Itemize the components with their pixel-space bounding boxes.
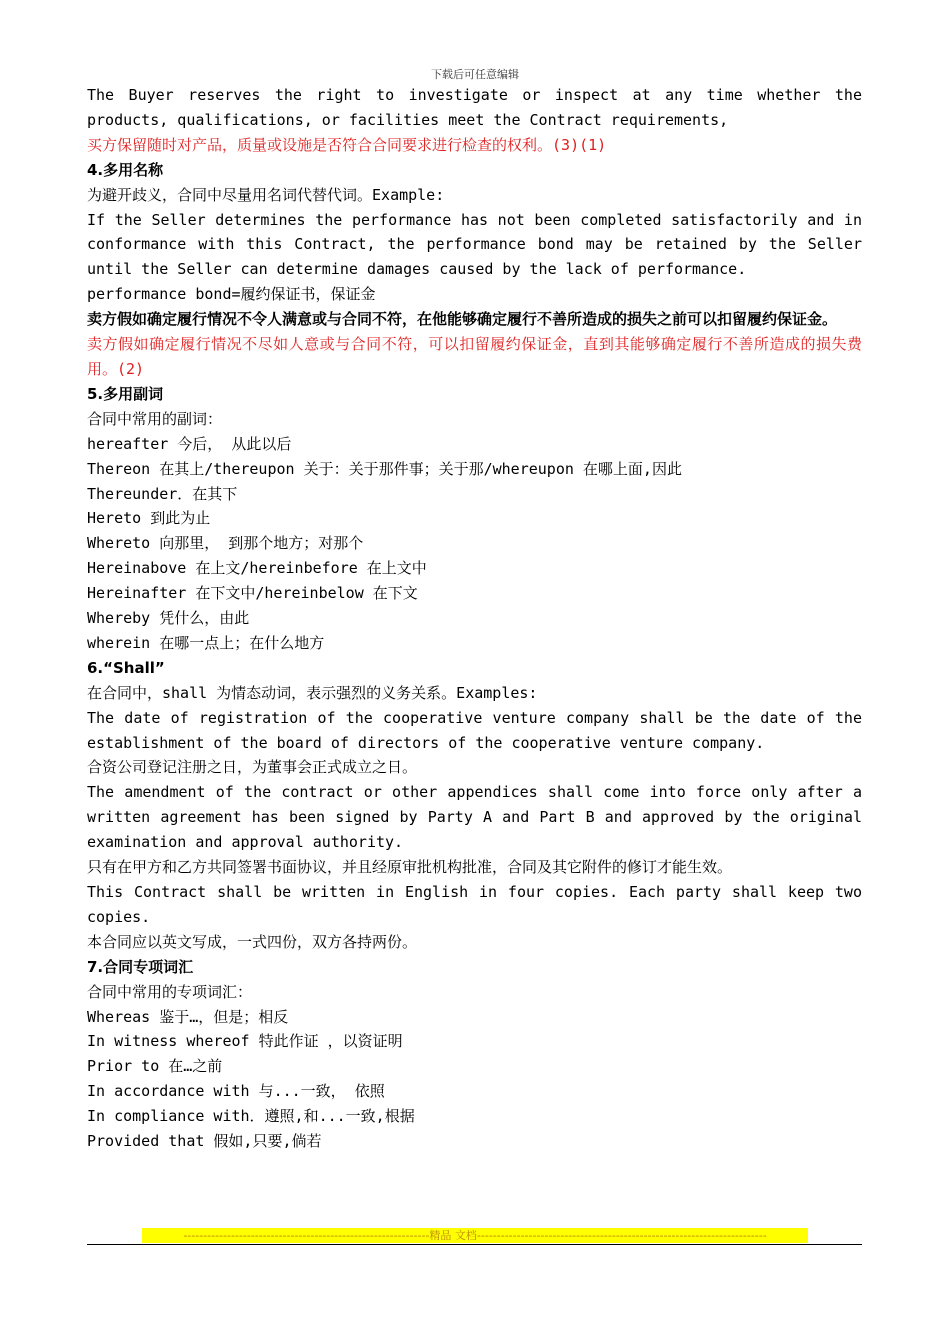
paragraph-en: The Buyer reserves the right to investigate or inspect at any time whether the products, qualifications, or facilities meet the Contract requirements, [87, 86, 872, 129]
example-en: The amendment of the contract or other appendices shall come into force only after a written agreement has been signed by Party A and Part B and approved by the original examination and approval authority. [87, 783, 872, 852]
adverb-item: Whereto 向那里， 到那个地方；对那个 [87, 534, 364, 553]
page-header: 下载后可任意编辑 [431, 68, 519, 81]
section-heading-7: 7.合同专项词汇 [87, 957, 194, 976]
adverb-item: Hereinabove 在上文/hereinbefore 在上文中 [87, 559, 427, 578]
adverb-item: Thereon 在其上/thereupon 关于：关于那件事；关于那/whereupon 在哪上面,因此 [87, 459, 682, 478]
term-item: In compliance with．遵照,和...一致,根据 [87, 1107, 415, 1126]
example-zh: 本合同应以英文写成，一式四份，双方各持两份。 [87, 932, 418, 951]
footer-highlight-bar: --------------------------------------------------------------精品 文档------------------------------------------------------------------------- [142, 1228, 808, 1243]
example-zh-bold: 卖方假如确定履行情况不令人满意或与合同不符，在他能够确定履行不善所造成的损失之前可以扣留履约保证金。 [87, 310, 838, 329]
paragraph-zh-translation: 买方保留随时对产品，质量或设施是否符合合同要求进行检查的权利。(3)(1) [87, 135, 607, 154]
term-item: Prior to 在…之前 [87, 1057, 223, 1076]
example-en: This Contract shall be written in English in four copies. Each party shall keep two copies. [87, 883, 872, 926]
section-intro: 为避开歧义，合同中尽量用名词代替代词。Example: [87, 185, 445, 204]
adverb-item: Whereby 凭什么，由此 [87, 609, 250, 628]
section-intro: 合同中常用的副词： [87, 409, 223, 428]
document-body [87, 83, 872, 1154]
adverb-item: wherein 在哪一点上；在什么地方 [87, 633, 325, 652]
term-item: In witness whereof 特此作证 ，以资证明 [87, 1032, 403, 1051]
example-en: The date of registration of the cooperative venture company shall be the date of the establishment of the board of directors of the cooperative venture company. [87, 708, 872, 752]
term-definition: performance bond=履约保证书，保证金 [87, 285, 376, 304]
term-item: In accordance with 与...一致， 依照 [87, 1082, 385, 1101]
section-intro: 在合同中，shall 为情态动词，表示强烈的义务关系。Examples: [87, 683, 538, 702]
section-heading-6: 6.“Shall” [87, 658, 165, 677]
section-heading-5: 5.多用副词 [87, 384, 164, 403]
term-item: Whereas 鉴于…，但是；相反 [87, 1007, 289, 1026]
adverb-item: Thereunder．在其下 [87, 484, 238, 503]
footer-divider [87, 1244, 862, 1245]
adverb-item: Hereinafter 在下文中/hereinbelow 在下文 [87, 584, 418, 603]
section-heading-4: 4.多用名称 [87, 160, 164, 179]
adverb-item: hereafter 今后， 从此以后 [87, 434, 292, 453]
adverb-item: Hereto 到此为止 [87, 509, 211, 528]
example-zh: 只有在甲方和乙方共同签署书面协议，并且经原审批机构批准，合同及其它附件的修订才能生效。 [87, 858, 733, 877]
example-zh-red: 卖方假如确定履行情况不尽如人意或与合同不符，可以扣留履约保证金，直到其能够确定履行不善所造成的损失费用。(2) [87, 335, 862, 378]
term-item: Provided that 假如,只要,倘若 [87, 1132, 322, 1151]
example-zh: 合资公司登记注册之日，为董事会正式成立之日。 [87, 758, 418, 777]
section-intro: 合同中常用的专项词汇： [87, 982, 253, 1001]
example-en: If the Seller determines the performance has not been completed satisfactorily and in conformance with this Contract, the performance bond may be retained by the Seller until the Seller can determine damages caused by the lack of performance. [87, 210, 872, 279]
